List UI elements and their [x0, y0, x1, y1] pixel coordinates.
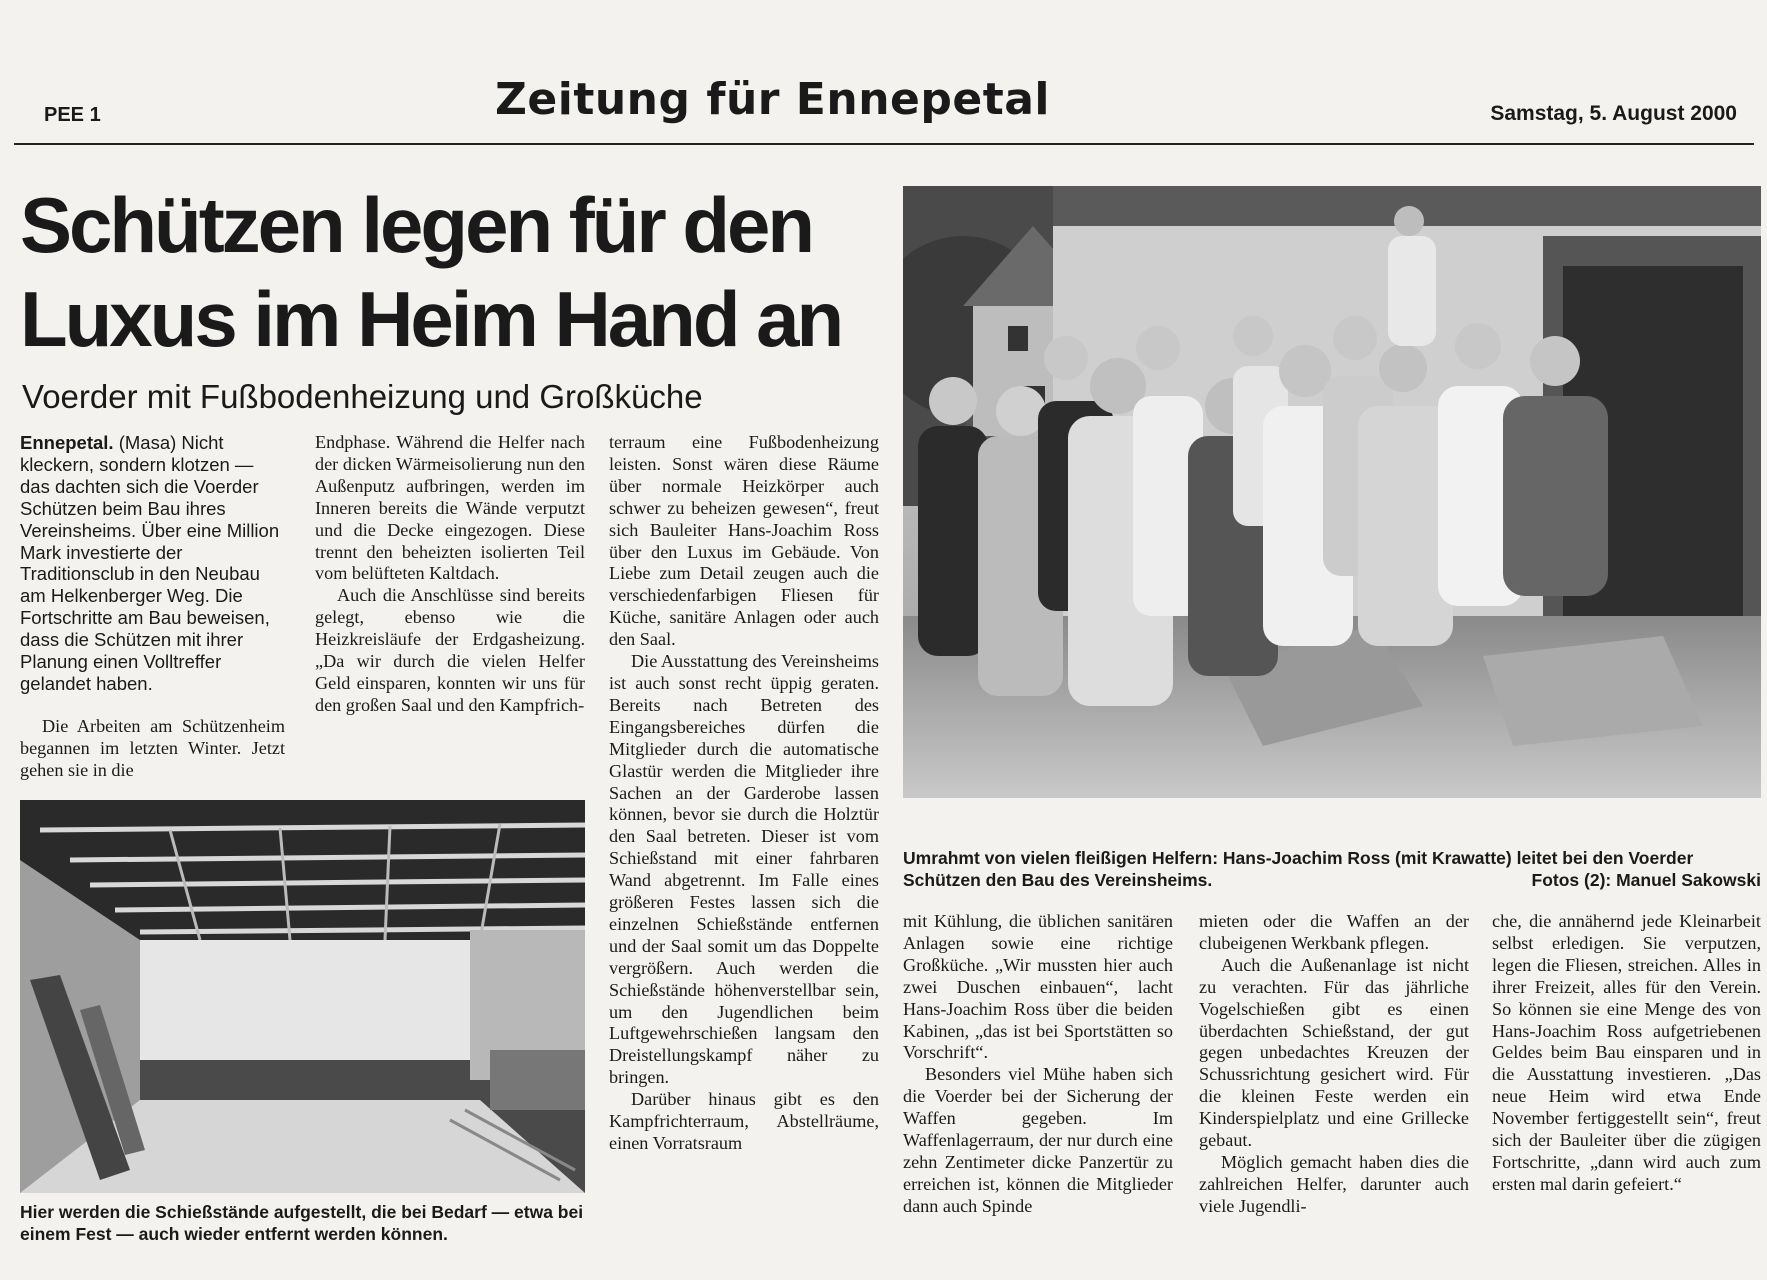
paragraph: Die Arbeiten am Schützenheim begannen im letzten Winter. Jetzt gehen sie in die	[20, 715, 285, 780]
article-column-1	[20, 432, 285, 782]
article-column-3	[609, 432, 879, 1155]
group-photo-caption: Umrahmt von vielen fleißigen Helfern: Hans-Joachim Ross (mit Krawatte) leitet bei den Voerder Schützen den Bau des Vereinsheims.	[903, 848, 1694, 890]
paragraph: mieten oder die Waffen an der clubeigenen Werkbank pflegen.	[1199, 911, 1469, 953]
newspaper-title: Zeitung für Ennepetal	[495, 74, 1050, 125]
paragraph: che, die annähernd jede Kleinarbeit selbst erledigen. Sie verputzen, legen die Fliesen, streichen. Alles in ihrer Freizeit, alles für den Verein. So können sie eine Menge des von Hans-Joachim Ross aufgetriebenen Geldes beim Bau einsparen und in die Ausstattung investieren. „Das neue Heim wird etwa Ende November fertiggestellt sein“, freut sich der Bauleiter über die zügigen Fortschritte, „dann wird auch zum ersten mal darin gefeiert.“	[1492, 911, 1761, 1194]
headline-line-1: Schützen legen für den	[20, 181, 813, 269]
headline-line-2: Luxus im Heim Hand an	[20, 275, 842, 363]
paragraph: Möglich gemacht haben dies die zahlreichen Helfer, darunter auch viele Jugendli-	[1199, 1151, 1469, 1216]
article-column-5	[1199, 911, 1469, 1218]
paragraph: terraum eine Fußbodenheizung leisten. Sonst wären diese Räume über normale Heizkörper auch schwer zu beheizen gewesen“, freut sich Bauleiter Hans-Joachim Ross über den Luxus im Gebäude. Von Liebe zum Detail zeugen auch die verschiedenfarbigen Fliesen für Küche, sanitäre Anlagen oder auch den Saal.	[609, 432, 879, 650]
paragraph: Besonders viel Mühe haben sich die Voerder bei der Sicherung der Waffen gegeben. Im Waffenlagerraum, der nur durch eine zehn Zentimeter dicke Panzertür zu erreichen ist, können die Mitglieder dann auch Spinde	[903, 1064, 1173, 1216]
group-photo-image	[903, 186, 1761, 798]
paragraph: Darüber hinaus gibt es den Kampfrichterraum, Abstellräume, einen Vorratsraum	[609, 1089, 879, 1153]
paragraph: mit Kühlung, die üblichen sanitären Anlagen sowie eine richtige Großküche. „Wir mussten hier auch zwei Duschen einbauen“, lacht Hans-Joachim Ross über die beiden Kabinen, „das ist bei Sportstätten so Vorschrift“.	[903, 911, 1173, 1063]
paragraph: Endphase. Während die Helfer nach der dicken Wärmeisolierung nun den Außenputz aufbringen, werden im Inneren bereits die Wände verputzt und die Decke eingezogen. Diese trennt den beheizten isolierten Teil vom belüfteten Kaltdach.	[315, 432, 585, 584]
paragraph: Auch die Anschlüsse sind bereits gelegt, ebenso wie die Heizkreisläufe der Erdgasheizung. „Da wir durch die vielen Helfer Geld einsparen, konnten wir uns für den großen Saal und den Kampfrich-	[315, 585, 585, 715]
photo-credit: Fotos (2): Manuel Sakowski	[1531, 870, 1761, 890]
author: (Masa)	[118, 432, 177, 453]
issue-date: Samstag, 5. August 2000	[1490, 102, 1737, 125]
article-column-6	[1492, 911, 1761, 1196]
subheadline: Voerder mit Fußbodenheizung und Großküche	[22, 378, 703, 415]
article-column-2	[315, 432, 585, 717]
page-label: PEE 1	[44, 104, 101, 126]
header-rule	[14, 143, 1754, 145]
hall-photo-image	[20, 800, 585, 1193]
article-column-4	[903, 911, 1173, 1218]
paragraph: Auch die Außenanlage ist nicht zu verachten. Für das jährliche Vogelschießen gibt es einen überdachten Schießstand, der gut gegen unbedachtes Kreuzen der Schussrichtung gesichert wird. Für die kleinen Feste werden ein Kinderspielplatz und eine Grillecke gebaut.	[1199, 954, 1469, 1151]
lead-paragraph: Ennepetal. (Masa) Nicht kleckern, sondern klotzen — das dachten sich die Voerder Schützen beim Bau ihres Vereinsheims. Über eine Million Mark investierte der Traditionsclub in den Neubau am Helkenberger Weg. Die Fortschritte am Bau beweisen, dass die Schützen mit ihrer Planung einen Volltreffer gelandet haben.	[20, 432, 280, 694]
hall-photo-caption: Hier werden die Schießstände aufgestellt, die bei Bedarf — etwa bei einem Fest — auch wieder entfernt werden können.	[20, 1202, 584, 1244]
dateline: Ennepetal.	[20, 432, 114, 453]
paragraph: Die Ausstattung des Vereinsheims ist auch sonst recht üppig geraten. Bereits nach Betreten des Eingangsbereiches dürfen die Mitglieder durch die automatische Glastür werden die Mitglieder ihre Sachen an der Garderobe lassen können, bevor sie durch die Holztür den Saal betreten. Dieser ist vom Schießstand mit einer fahrbaren Wand abgetrennt. Im Falle eines größeren Festes lassen sich die einzelnen Schießstände entfernen und der Saal somit um das Doppelte vergrößern. Auch werden die Schießstände höhenverstellbar sein, um den Jugendlichen beim Luftgewehrschießen langsam den Dreistellungskampf näher zu bringen.	[609, 651, 879, 1088]
group-photo	[903, 186, 1761, 798]
hall-photo	[20, 800, 585, 1193]
headline	[20, 178, 900, 366]
